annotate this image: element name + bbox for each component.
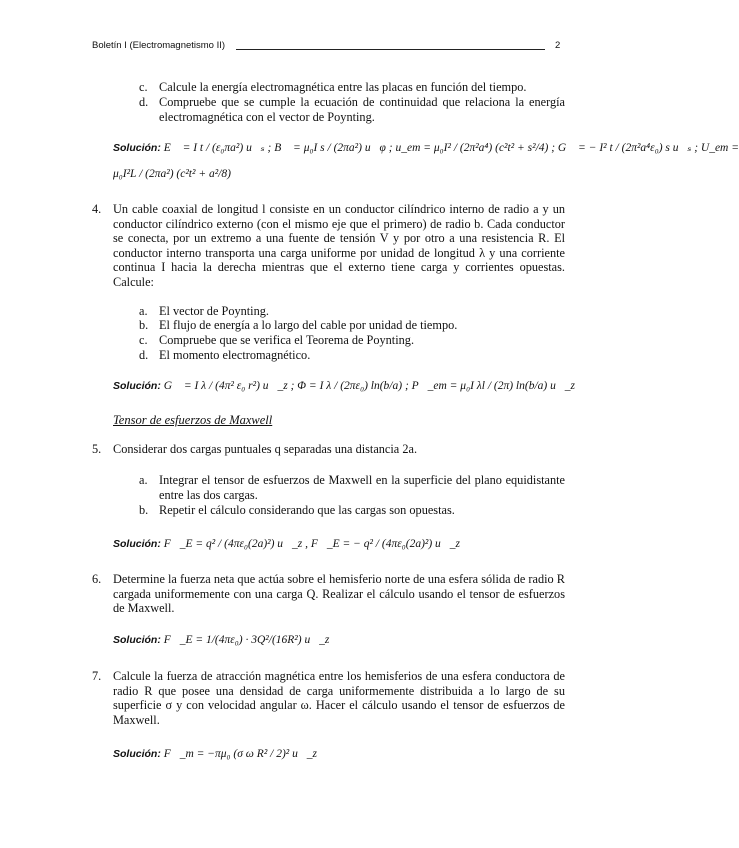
- problem-text: Determine la fuerza neta que actúa sobre el hemisferio norte de una esfera sólida de radio R cargada uniformemente con una carga Q. Realizar el cálculo usando el tensor de esfuerzos de Maxwell.: [113, 572, 565, 616]
- problem-number: 7.: [92, 669, 102, 683]
- item-letter: d.: [139, 348, 149, 362]
- solution-1-line2: μ₀I²L / (2πa²) (c²t² + a²/8): [113, 168, 231, 180]
- item-text: El flujo de energía a lo largo del cable por unidad de tiempo.: [159, 318, 458, 332]
- item-letter: a.: [139, 304, 148, 318]
- solution-1-line1: [113, 138, 739, 158]
- solution-formula: F⃗_E = q² / (4πε₀(2a)²) u⃗_z , F⃗_E = − q² / (4πε₀(2a)²) u⃗_z: [163, 538, 460, 550]
- problem-number: 5.: [92, 442, 102, 456]
- solution-formula: E⃗ = I t / (ε₀πa²) u⃗ₛ ; B⃗ = μ₀I s / (2πa²) u⃗φ ; u_em = μ₀I² / (2π²a⁴) (c²t² + s²/4) ; G⃗ = − I² t / (2π²a⁴ε₀) s u⃗ₛ ; U_em =: [163, 142, 739, 154]
- solution-7: [113, 744, 317, 764]
- solution-formula: F⃗_E = 1/(4πε₀) · 3Q²/(16R²) u⃗_z: [163, 634, 330, 646]
- item-text: Compruebe que se verifica el Teorema de Poynting.: [159, 333, 415, 347]
- problem-number: 4.: [92, 202, 102, 216]
- item-text: Compruebe que se cumple la ecuación de continuidad que relaciona la energía electromagnética con el vector de Poynting.: [159, 95, 565, 124]
- problem-number: 6.: [92, 572, 102, 586]
- item-letter: c.: [139, 333, 148, 347]
- solution-5: [113, 534, 460, 554]
- item-text: El momento electromagnético.: [159, 348, 311, 362]
- section-title: Tensor de esfuerzos de Maxwell: [113, 413, 273, 427]
- solution-6: [113, 630, 329, 650]
- item-text: Calcule la energía electromagnética entre las placas en función del tiempo.: [159, 80, 527, 94]
- item-text: El vector de Poynting.: [159, 304, 269, 318]
- item-letter: b.: [139, 318, 149, 332]
- solution-label: Solución:: [113, 634, 161, 646]
- solution-formula: F⃗_m = −πμ₀ (σ ω R² / 2)² u⃗_z: [163, 748, 318, 760]
- header-rule: [236, 49, 545, 50]
- item-letter: d.: [139, 95, 149, 109]
- solution-label: Solución:: [113, 142, 161, 154]
- solution-formula: G⃗ = I λ / (4π² ε₀ r²) u⃗_z ; Φ = I λ / (2πε₀) ln(b/a) ; P⃗_em = μ₀I λl / (2π) ln(b/a) u⃗_z: [163, 380, 576, 392]
- problem-text: Calcule la fuerza de atracción magnética entre los hemisferios de una esfera conductora de radio R que posee una densidad de carga uniformemente distribuida a lo largo de su superficie σ y con velocidad angular ω. Hacer el cálculo usando el tensor de esfuerzos de Maxwell.: [113, 669, 565, 727]
- problem-text: Considerar dos cargas puntuales q separadas una distancia 2a.: [113, 442, 418, 456]
- item-text: Integrar el tensor de esfuerzos de Maxwell en la superficie del plano equidistante entre las dos cargas.: [159, 473, 565, 502]
- solution-label: Solución:: [113, 748, 161, 760]
- page-number: 2: [555, 40, 561, 51]
- item-letter: c.: [139, 80, 148, 94]
- item-text: Repetir el cálculo considerando que las cargas son opuestas.: [159, 503, 455, 517]
- problem-text: Un cable coaxial de longitud l consiste en un conductor cilíndrico interno de radio a y un conductor cilíndrico externo (con el mismo eje que el primero) de radio b. Cada conductor se conecta, por un extremo a una fuente de tensión V y por otro a una resistencia R. El conductor interno transporta una carga uniforme por unidad de longitud λ y una corriente continua I hacia la derecha mientras que el externo tiene carga y corrientes opuestas. Calcule:: [113, 202, 565, 289]
- item-letter: b.: [139, 503, 149, 517]
- solution-4: [113, 376, 575, 396]
- header-title: Boletín I (Electromagnetismo II): [92, 40, 226, 51]
- solution-label: Solución:: [113, 538, 161, 550]
- item-letter: a.: [139, 473, 148, 487]
- solution-label: Solución:: [113, 380, 161, 392]
